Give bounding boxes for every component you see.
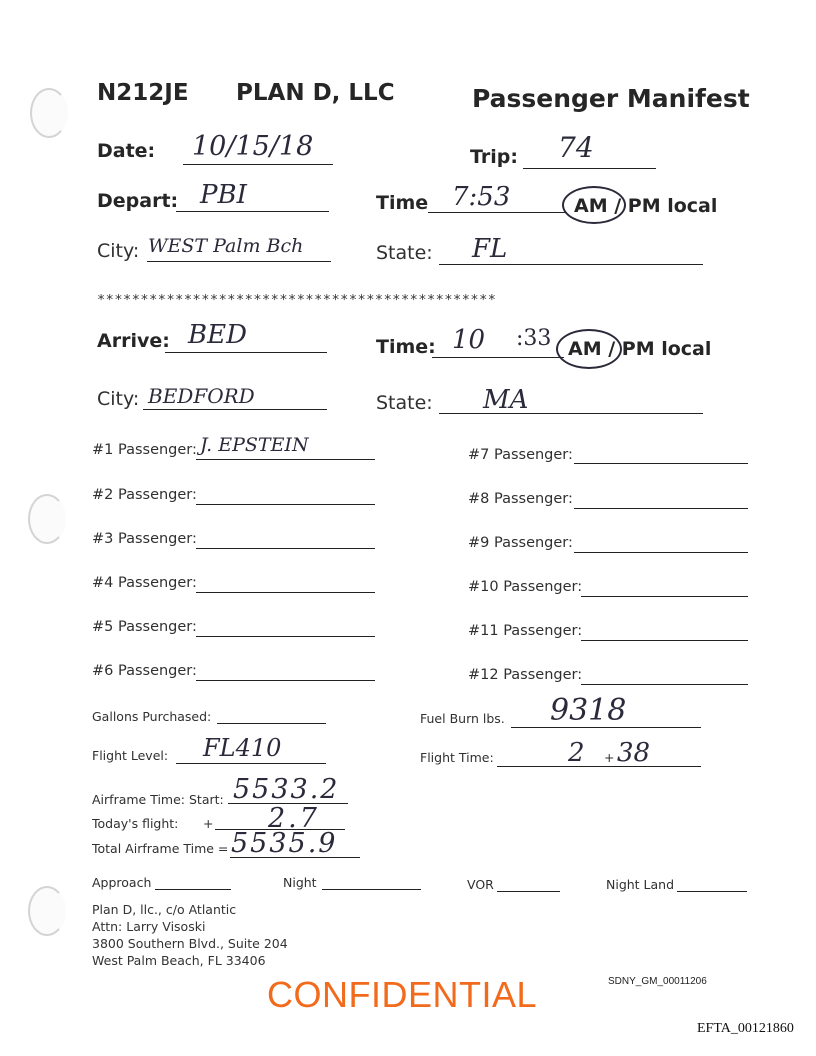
binder-hole-middle [28,494,66,544]
passenger-line-3 [196,548,375,549]
approach-label: Approach [92,875,152,890]
date-value: 10/15/18 [192,131,314,162]
gallons-purchased-line [217,723,326,724]
arrive-value: BED [188,320,247,350]
am-circle-depart [562,186,626,224]
depart-state-label: State: [376,242,433,264]
night-label: Night [283,875,317,890]
todays-flight-label: Today's flight: [92,816,179,831]
depart-city-value: WEST Palm Bch [148,235,304,257]
binder-hole-bottom [28,886,66,936]
date-label: Date: [97,140,156,162]
approach-line [155,889,231,890]
night-line [322,889,421,890]
trip-label: Trip: [470,146,518,168]
passenger-label-8: #8 Passenger: [468,491,573,507]
trip-line [523,168,656,169]
vor-label: VOR [467,877,494,892]
date-line [183,164,333,165]
arrive-time-label: Time: [376,336,436,358]
passenger-line-6 [196,680,375,681]
address-line-2: Attn: Larry Visoski [92,919,206,934]
confidential-stamp: CONFIDENTIAL [267,974,538,1015]
depart-time-label: Time [376,192,429,214]
passenger-line-12 [581,684,748,685]
arrive-time-hour: 10 [452,325,486,355]
todays-flight-plus: + [203,816,214,831]
arrive-state-line [439,413,703,414]
arrive-ampm: AM / PM local [568,338,712,360]
passenger-label-9: #9 Passenger: [468,535,573,551]
passenger-label-6: #6 Passenger: [92,663,197,679]
arrive-time-line [432,357,564,358]
am-circle-arrive [556,329,622,369]
passenger-line-8 [574,508,748,509]
total-airframe-value: 5535.9 [231,828,338,859]
binder-hole-top [30,88,68,138]
depart-city-label: City: [97,240,140,262]
passenger-line-10 [581,596,748,597]
arrive-time-min: :33 [516,326,552,351]
flight-time-line [497,766,701,767]
depart-line [176,211,329,212]
airframe-start-label: Airframe Time: Start: [92,792,224,807]
passenger-line-4 [196,592,375,593]
passenger-label-12: #12 Passenger: [468,667,583,683]
passenger-label-2: #2 Passenger: [92,487,197,503]
flight-time-label: Flight Time: [420,750,494,765]
arrive-city-label: City: [97,388,140,410]
depart-city-line [147,261,331,262]
total-airframe-label: Total Airframe Time = [92,841,229,856]
flight-time-plus: + [604,750,615,765]
flight-level-value: FL410 [203,734,282,762]
passenger-line-7 [574,463,748,464]
asterisk-separator: ********************************************** [97,292,497,308]
todays-flight-value: 2.7 [268,803,320,834]
arrive-city-value: BEDFORD [148,384,255,408]
company-name: PLAN D, LLC [236,80,395,106]
trip-value: 74 [558,131,594,164]
passenger-label-4: #4 Passenger: [92,575,197,591]
passenger-label-11: #11 Passenger: [468,623,583,639]
flight-time-minutes: 38 [617,738,651,768]
bates-number-sdny: SDNY_GM_00011206 [608,976,707,987]
address-line-1: Plan D, llc., c/o Atlantic [92,902,237,917]
night-land-label: Night Land [606,877,675,892]
vor-line [497,891,560,892]
tail-number: N212JE [97,80,189,106]
passenger-label-10: #10 Passenger: [468,579,583,595]
passenger-line-9 [574,552,748,553]
night-land-line [677,891,747,892]
passenger-line-5 [196,636,375,637]
passenger-line-2 [196,504,375,505]
fuel-burn-value: 9318 [550,693,627,728]
address-line-3: 3800 Southern Blvd., Suite 204 [92,936,288,951]
bates-number-efta: EFTA_00121860 [697,1021,794,1036]
address-line-4: West Palm Beach, FL 33406 [92,953,266,968]
depart-state-line [439,264,703,265]
arrive-city-line [143,409,327,410]
flight-time-hours: 2 [568,738,585,768]
arrive-line [165,352,327,353]
passenger-label-3: #3 Passenger: [92,531,197,547]
depart-value: PBI [200,180,247,210]
arrive-state-label: State: [376,392,433,414]
passenger-1-value: J. EPSTEIN [200,434,309,456]
flight-level-line [176,763,326,764]
depart-state-value: FL [472,234,508,264]
arrive-state-value: MA [483,385,529,415]
depart-label: Depart: [97,190,179,212]
airframe-start-value: 5533.2 [233,774,340,805]
passenger-label-7: #7 Passenger: [468,447,573,463]
arrive-label: Arrive: [97,330,170,352]
depart-time-value: 7:53 [452,182,511,212]
document-title: Passenger Manifest [472,84,750,113]
flight-level-label: Flight Level: [92,748,169,763]
address-block [92,901,288,969]
gallons-purchased-label: Gallons Purchased: [92,709,212,724]
passenger-line-11 [581,640,748,641]
depart-time-line [428,212,565,213]
passenger-label-5: #5 Passenger: [92,619,197,635]
depart-ampm: AM / PM local [574,195,718,217]
fuel-burn-label: Fuel Burn lbs. [420,711,505,726]
passenger-line-1 [196,459,375,460]
passenger-label-1: #1 Passenger: [92,442,197,458]
